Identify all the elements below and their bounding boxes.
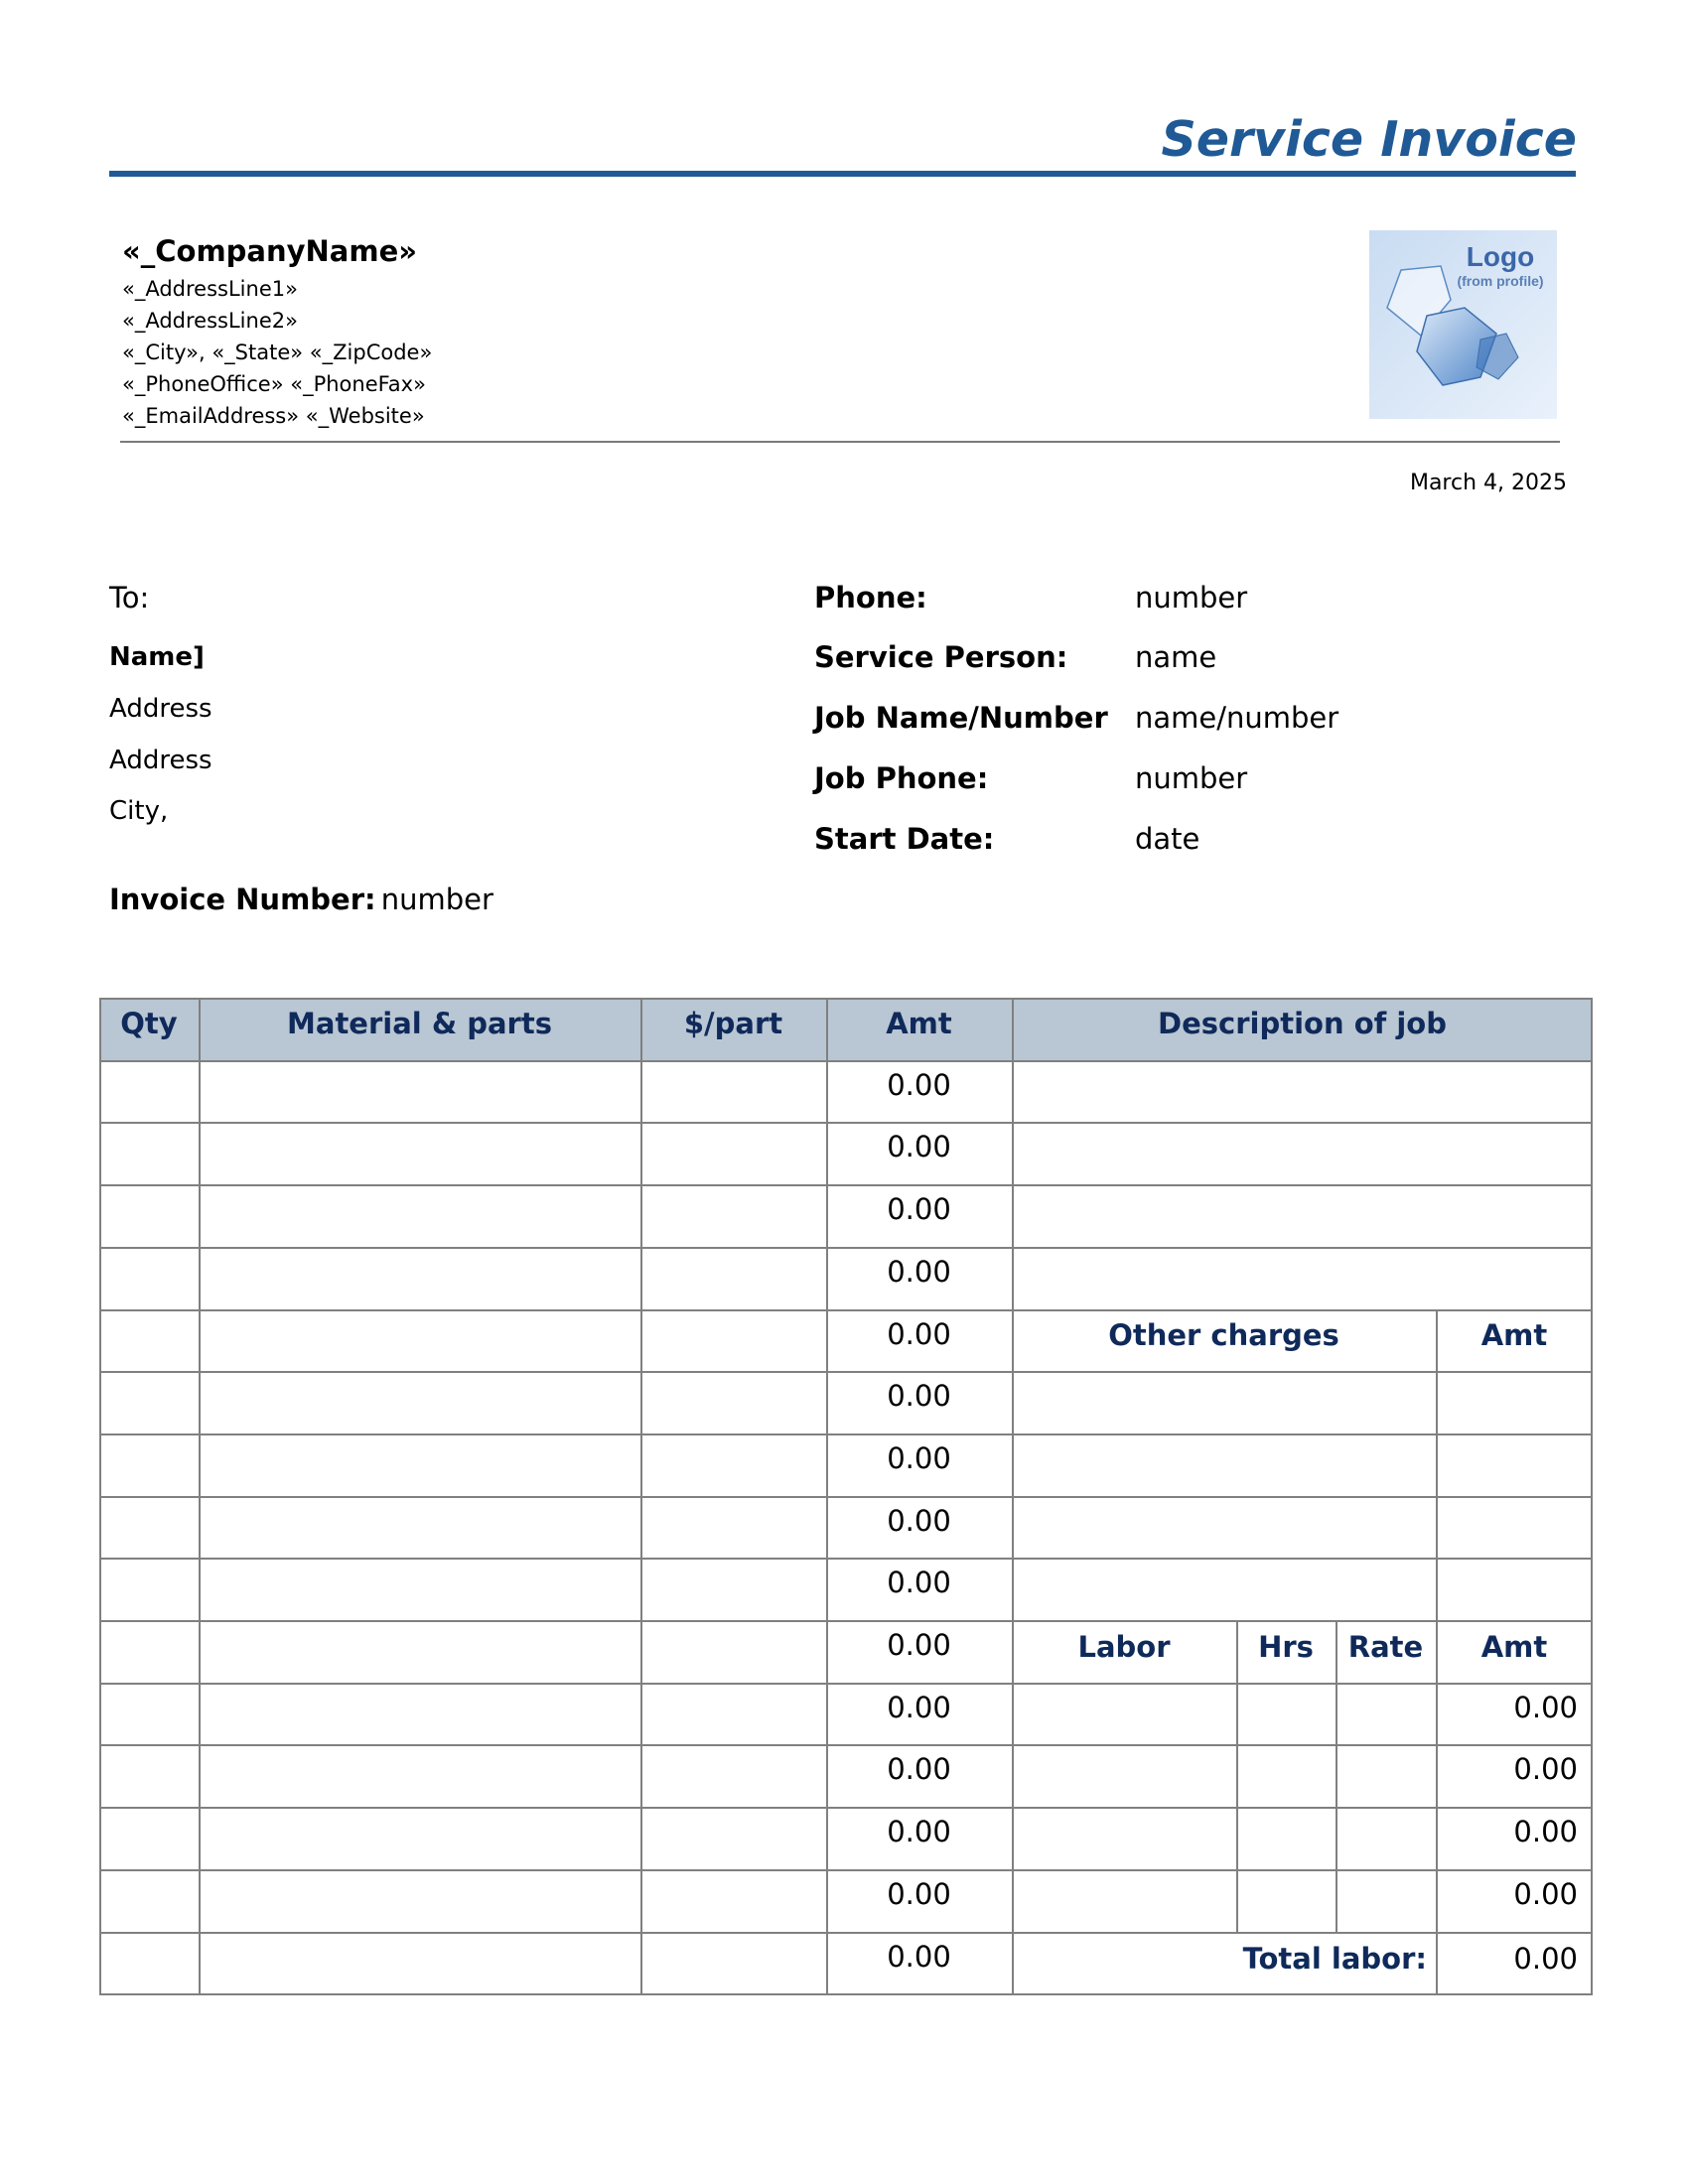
invoice-number-label: Invoice Number: (109, 883, 376, 916)
company-name: «_CompanyName» (122, 234, 417, 268)
table-row-line (99, 1620, 1593, 1622)
table-row-line (99, 1309, 1593, 1311)
other-charges-header: Other charges (1108, 1318, 1339, 1352)
table-row-line (99, 1184, 1593, 1186)
table-row-line (99, 1496, 1593, 1498)
other-charges-amt-header: Amt (1480, 1318, 1548, 1352)
logo-image (1369, 230, 1557, 419)
col-amt-header: Amt (886, 1007, 952, 1040)
start-date-value: date (1135, 822, 1200, 856)
table-row-line (99, 1932, 1593, 1934)
table-row-line (99, 1433, 1593, 1435)
material-amt-cell: 0.00 (887, 1504, 951, 1538)
customer-city: City, (109, 796, 169, 826)
material-amt-cell: 0.00 (887, 1877, 951, 1911)
table-col-line (1591, 998, 1593, 1993)
labor-amt-cell: 0.00 (1513, 1877, 1578, 1911)
labor-amt-header: Amt (1480, 1630, 1548, 1664)
company-address-line2: «_AddressLine2» (122, 309, 298, 333)
invoice-number (109, 883, 493, 916)
table-row-line (99, 1371, 1593, 1373)
table-row-line (99, 1993, 1593, 1995)
table-col-line (199, 998, 201, 1993)
job-phone-label: Job Phone: (814, 761, 989, 795)
invoice-table (99, 998, 1593, 1993)
company-city-state-zip: «_City», «_State» «_ZipCode» (122, 341, 433, 364)
material-amt-cell: 0.00 (887, 1441, 951, 1475)
table-row-line (99, 1807, 1593, 1809)
service-person-label: Service Person: (814, 640, 1068, 674)
table-row-line (99, 998, 1593, 1000)
logo-subtext: (from profile) (1457, 273, 1544, 289)
table-row-line (99, 1060, 1593, 1062)
job-name-value: name/number (1135, 701, 1339, 735)
labor-amt-cell: 0.00 (1513, 1691, 1578, 1724)
table-row-line (99, 1683, 1593, 1685)
invoice-date: March 4, 2025 (1409, 471, 1567, 495)
material-amt-cell: 0.00 (887, 1566, 951, 1599)
col-per-part-header: $/part (683, 1007, 783, 1040)
customer-address1: Address (109, 694, 212, 724)
table-row-line (99, 1247, 1593, 1249)
customer-name: Name] (109, 642, 205, 672)
material-amt-cell: 0.00 (887, 1317, 951, 1351)
labor-amt-cell: 0.00 (1513, 1815, 1578, 1848)
labor-header: Labor (1077, 1630, 1171, 1664)
table-col-line (1012, 998, 1014, 1993)
logo-text: Logo (1466, 241, 1535, 272)
to-label: To: (109, 581, 150, 614)
table-col-line (640, 998, 642, 1993)
labor-hrs-header: Hrs (1258, 1630, 1314, 1664)
labor-amt-cell: 0.00 (1513, 1752, 1578, 1786)
material-amt-cell: 0.00 (887, 1255, 951, 1289)
labor-rate-header: Rate (1347, 1630, 1424, 1664)
material-amt-cell: 0.00 (887, 1628, 951, 1662)
company-address-line1: «_AddressLine1» (122, 277, 298, 301)
col-description-header: Description of job (1158, 1007, 1447, 1040)
table-row-line (99, 1122, 1593, 1124)
customer-address2: Address (109, 746, 212, 775)
material-amt-cell: 0.00 (887, 1379, 951, 1413)
invoice-title: Service Invoice (1161, 111, 1577, 168)
table-row-line (99, 1869, 1593, 1871)
service-person-value: name (1135, 640, 1217, 674)
table-row-line (99, 1558, 1593, 1560)
table-col-line (99, 998, 101, 1993)
company-logo (1369, 230, 1557, 419)
title-divider (109, 171, 1576, 177)
material-amt-cell: 0.00 (887, 1940, 951, 1974)
total-labor-value: 0.00 (1513, 1942, 1578, 1976)
company-divider (120, 441, 1560, 443)
material-amt-cell: 0.00 (887, 1752, 951, 1786)
company-email-website: «_EmailAddress» «_Website» (122, 404, 425, 428)
company-phones: «_PhoneOffice» «_PhoneFax» (122, 372, 426, 396)
table-col-line (1336, 1620, 1337, 1932)
phone-value: number (1135, 581, 1248, 614)
job-phone-value: number (1135, 761, 1248, 795)
start-date-label: Start Date: (814, 822, 995, 856)
table-col-line (1236, 1620, 1238, 1932)
material-amt-cell: 0.00 (887, 1068, 951, 1102)
material-amt-cell: 0.00 (887, 1815, 951, 1848)
material-amt-cell: 0.00 (887, 1130, 951, 1163)
col-material-header: Material & parts (287, 1007, 552, 1040)
material-amt-cell: 0.00 (887, 1192, 951, 1226)
total-labor-label: Total labor: (1242, 1942, 1427, 1976)
col-qty-header: Qty (120, 1007, 178, 1040)
phone-label: Phone: (814, 581, 927, 614)
material-amt-cell: 0.00 (887, 1691, 951, 1724)
job-name-label: Job Name/Number (814, 701, 1108, 735)
invoice-number-value: number (380, 883, 493, 916)
table-row-line (99, 1744, 1593, 1746)
